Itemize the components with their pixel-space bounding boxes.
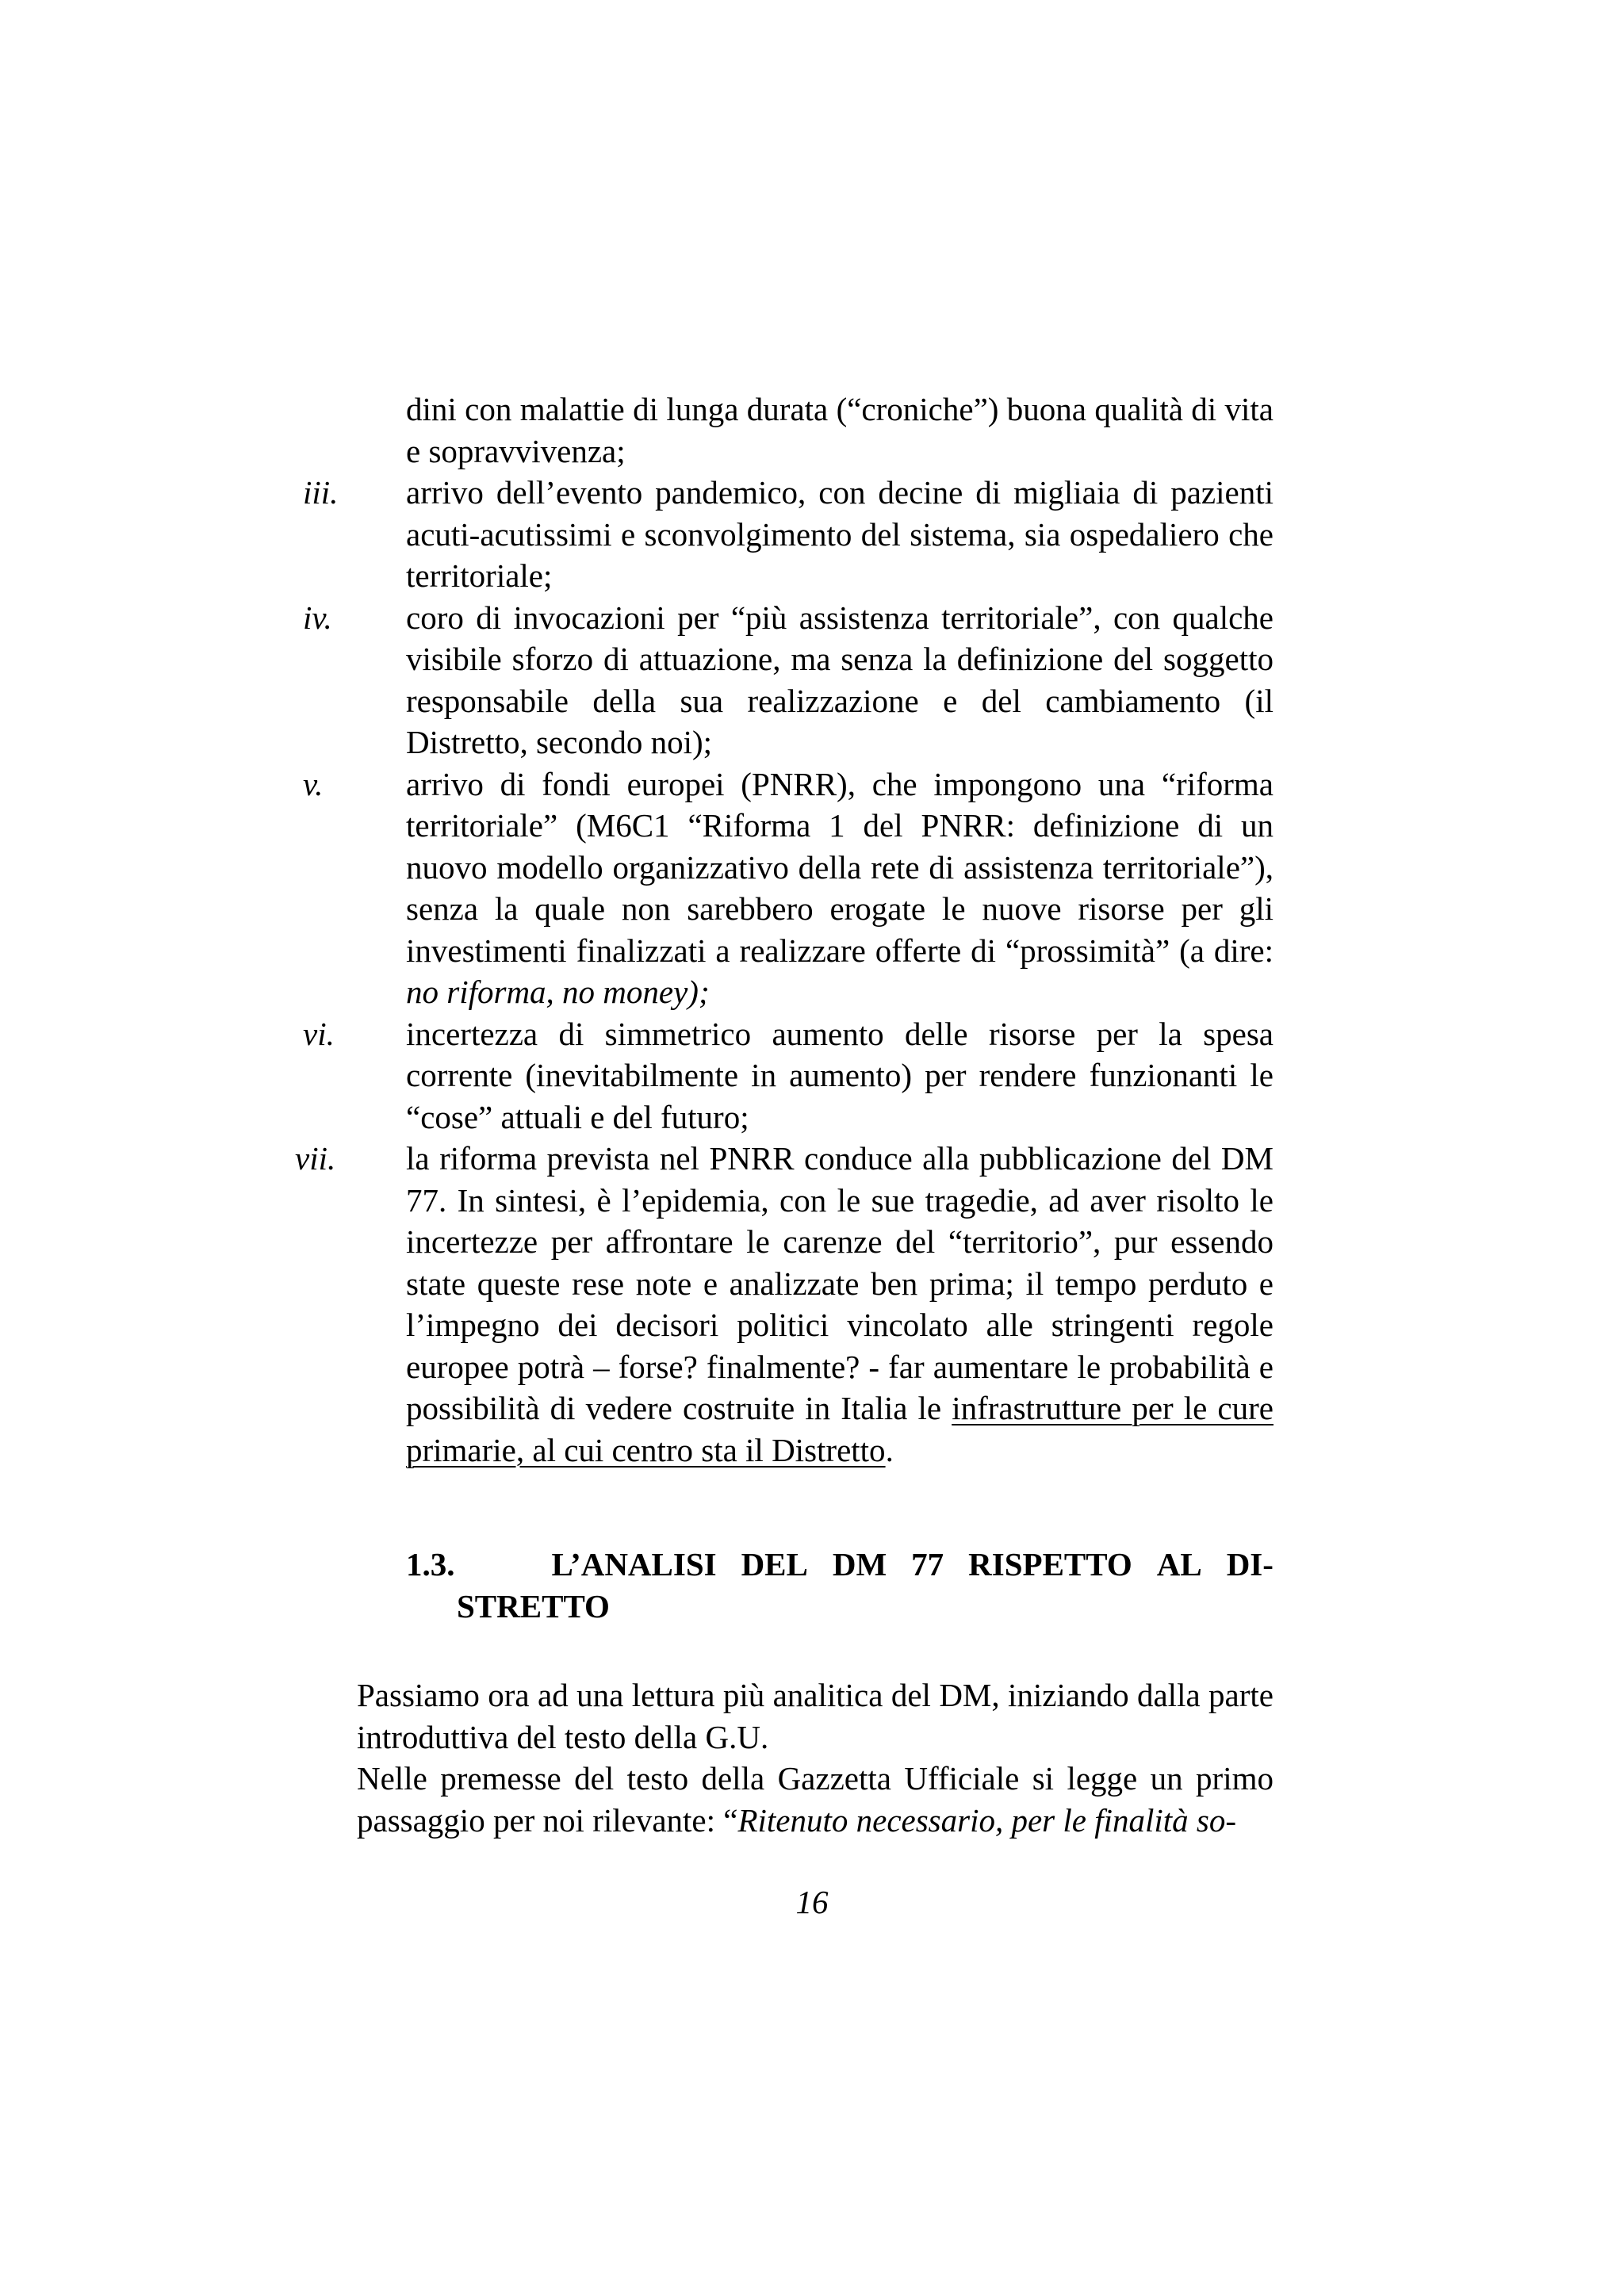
paragraph-text: Nelle premesse del testo della Gazzetta Ufficiale si legge un primo passaggio per noi rilevante: “	[357, 1760, 1274, 1839]
heading-word: 77	[911, 1546, 944, 1582]
list-item-iv	[303, 597, 1274, 763]
paragraph	[357, 1758, 1274, 1841]
heading-line-2: STRETTO	[457, 1587, 610, 1624]
heading-line-1	[406, 1544, 1274, 1586]
italic-quote: Ritenuto necessario, per le finalità so-	[737, 1801, 1237, 1839]
section-heading	[406, 1544, 1274, 1627]
list-number: vi.	[303, 1015, 335, 1052]
list-number: iii.	[303, 474, 339, 511]
italic-phrase: no riforma, no money);	[406, 974, 710, 1010]
list-item-text: incertezza di simmetrico aumento delle risorse per la spesa corrente (inevitabilmente in aumento) per rendere funzionanti le “cose” attuali e del futuro;	[406, 1015, 1274, 1135]
list-item-vii	[295, 1138, 1274, 1471]
list-item-end: .	[885, 1431, 894, 1468]
heading-word: DM	[832, 1546, 887, 1582]
heading-spacer	[479, 1544, 527, 1586]
underlined-phrase: infrastrutture per le cure primarie, al cui centro sta il Distretto	[406, 1390, 1274, 1468]
page-number: 16	[795, 1884, 829, 1920]
list-number: v.	[303, 765, 324, 802]
list-item-iii	[303, 472, 1274, 597]
list-number: iv.	[303, 599, 332, 636]
list-item-v	[303, 763, 1274, 1013]
list-item-text: coro di invocazioni per “più assistenza territoriale”, con qualche visibile sforzo di attuazione, ma senza la definizione del soggetto responsabile della sua realizzazione e del cambiamento (il Distretto, secondo noi);	[406, 599, 1274, 760]
heading-word: RISPETTO	[968, 1546, 1132, 1582]
heading-word: L’ANALISI	[551, 1546, 717, 1582]
heading-word: DEL	[741, 1546, 808, 1582]
list-item-text: arrivo di fondi europei (PNRR), che impongono una “riforma territoriale” (M6C1 “Riforma 1 del PNRR: definizione di un nuovo modello organizzativo della rete di assistenza territoriale”), senza la quale non sarebbero erogate le nuove risorse per gli investimenti finalizzati a realizzare offerte di “prossimità” (a dire:	[406, 765, 1274, 969]
heading-word: AL	[1156, 1546, 1202, 1582]
paragraph: Passiamo ora ad una lettura più analitica del DM, iniziando dalla parte introduttiva del testo della G.U.	[357, 1677, 1274, 1755]
list-item-vi	[303, 1013, 1274, 1138]
heading-word: DI-	[1226, 1546, 1274, 1582]
body-text	[357, 1674, 1274, 1841]
list-item-text: arrivo dell’evento pandemico, con decine di migliaia di pazienti acuti-acutissimi e sconvolgimento del sistema, sia ospedaliero che territoriale;	[406, 474, 1274, 594]
section-number: 1.3.	[406, 1546, 455, 1582]
list-item-continuation: dini con malattie di lunga durata (“croniche”) buona qualità di vita e sopravvivenza;	[406, 391, 1274, 469]
list-number: vii.	[295, 1140, 336, 1177]
enumerated-list	[295, 388, 1274, 1471]
list-item-text: la riforma prevista nel PNRR conduce alla pubblicazione del DM 77. In sintesi, è l’epidemia, con le sue tragedie, ad aver risolto le incertezze per affrontare le carenze del “territorio”, pur essendo state queste rese note e analizzate ben prima; il tempo perduto e l’impegno dei decisori politici vincolato alle stringenti regole europee potrà – forse? finalmente? - far aumentare le probabilità e possibilità di vedere costruite in Italia le	[406, 1140, 1274, 1426]
